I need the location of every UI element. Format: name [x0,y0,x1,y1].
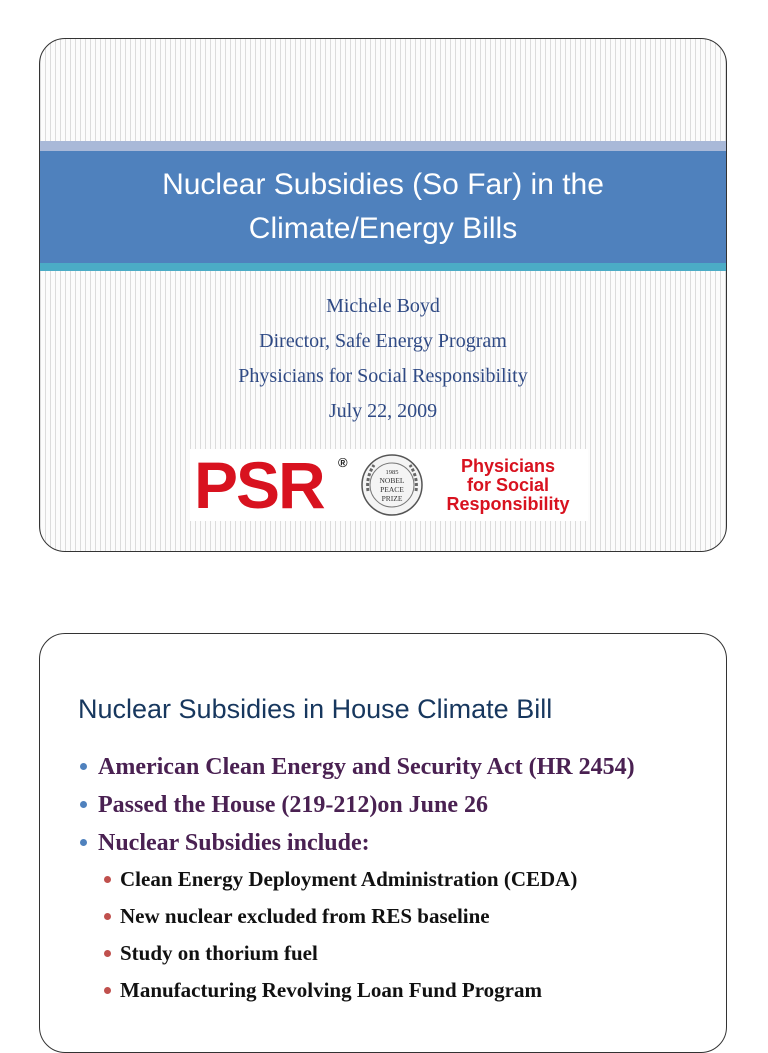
logo-org-line-2: for Social [466,475,550,495]
presenter-role: Director, Safe Energy Program [259,330,507,352]
slide-title-line-2: Climate/Energy Bills [248,212,518,245]
slide-heading: Nuclear Subsidies in House Climate Bill [78,694,553,724]
title-band [40,141,726,271]
bullet-item [78,828,718,859]
bullet-dot-icon [80,763,87,770]
presentation-date: July 22, 2009 [328,400,438,422]
title-band-bottom-stripe [40,263,726,271]
content-slide [39,633,727,1053]
sub-bullet-text: New nuclear excluded from RES baseline [120,904,490,928]
bullet-text: Nuclear Subsidies include: [98,830,370,856]
presenter-info [40,289,726,429]
logo-org-line-1: Physicians [460,456,556,476]
logo-acronym: PSR [194,448,324,522]
title-band-top-stripe [40,141,726,151]
logo-org-name [430,457,586,514]
sub-bullet-item [78,903,718,929]
sub-bullet-dot-icon [104,950,111,957]
bullet-item [78,790,718,821]
bullet-dot-icon [80,839,87,846]
sub-bullet-dot-icon [104,913,111,920]
sub-bullet-dot-icon [104,876,111,883]
title-band-main [40,151,726,263]
bullet-text: Passed the House (219-212)on June 26 [98,792,489,818]
bullet-item [78,752,718,783]
medal-text-peace: PEACE [380,485,404,494]
title-slide [39,38,727,552]
bullet-list [78,752,718,1014]
nobel-medal-icon [360,453,424,517]
medal-text-prize: PRIZE [381,494,403,503]
sub-bullet-item [78,866,718,892]
sub-bullet-text: Clean Energy Deployment Administration (CEDA) [120,867,578,891]
sub-bullet-text: Study on thorium fuel [120,941,318,965]
logo-org-line-3: Responsibility [446,494,570,514]
sub-bullet-dot-icon [104,987,111,994]
medal-text-nobel: NOBEL [379,476,405,485]
presenter-name: Michele Boyd [326,295,440,317]
bullet-dot-icon [80,801,87,808]
medal-year: 1985 [385,469,399,476]
sub-bullet-item [78,977,718,1003]
sub-bullet-text: Manufacturing Revolving Loan Fund Program [120,978,542,1002]
presenter-organization: Physicians for Social Responsibility [238,365,528,387]
bullet-text: American Clean Energy and Security Act (HR 2454) [98,754,635,780]
slide-title-line-1: Nuclear Subsidies (So Far) in the [162,168,604,201]
psr-logo [190,449,588,521]
registered-mark: ® [338,455,348,470]
sub-bullet-item [78,940,718,966]
